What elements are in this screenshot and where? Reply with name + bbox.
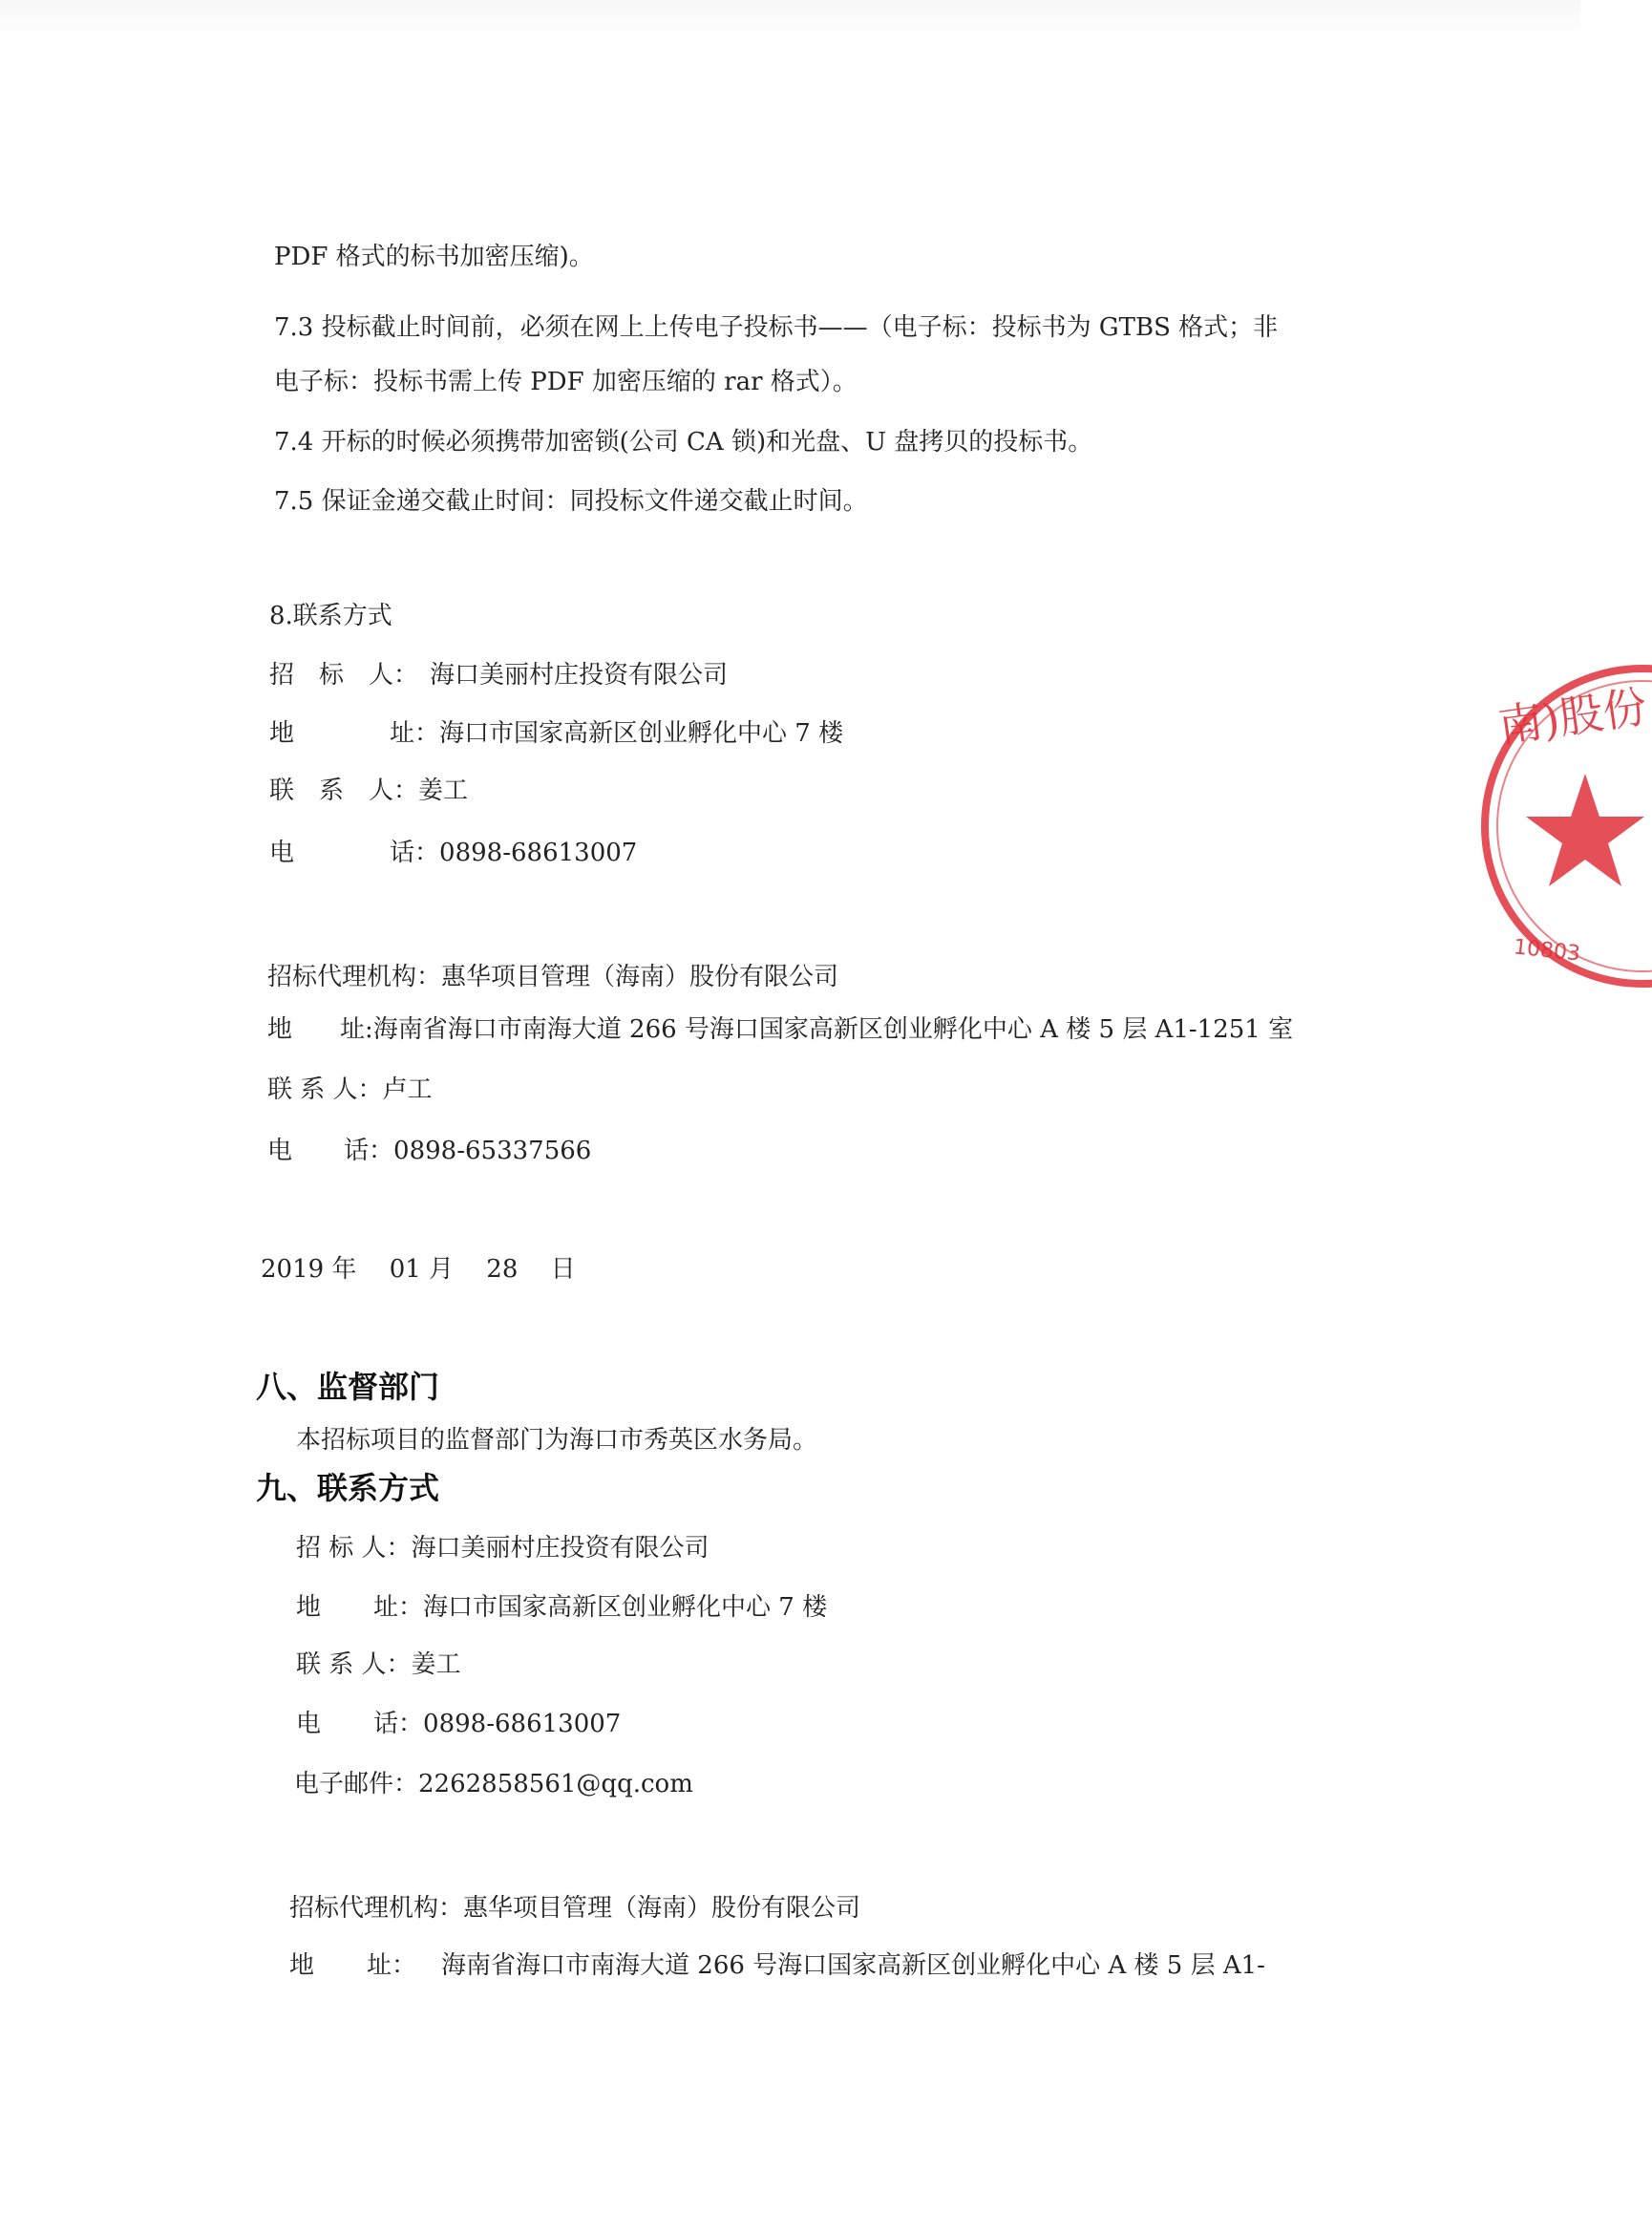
s8-tenderer-label: 招 标 人： [269, 661, 419, 690]
s8-phone-row [269, 840, 637, 865]
p9-phone-value: 0898-68613007 [423, 1710, 622, 1738]
p9-agency-row [289, 1896, 860, 1921]
s8-agency-address-label-a: 地 [267, 1015, 293, 1044]
p9-tenderer-row [296, 1536, 710, 1561]
s8-address-row [269, 721, 843, 746]
item-7-3-line1: 7.3 投标截止时间前，必须在网上上传电子投标书——（电子标：投标书为 GTBS 格式；非 [274, 313, 1279, 342]
p9-contact-label: 联 系 人： [296, 1650, 412, 1679]
p9-address-row [296, 1595, 827, 1620]
s8-agency-address-value: 海南省海口市南海大道 266 号海口国家高新区创业孵化中心 A 楼 5 层 A1-1251 室 [372, 1015, 1294, 1044]
s8-contact-row [269, 778, 468, 803]
item-7-5: 7.5 保证金递交截止时间：同投标文件递交截止时间。 [274, 487, 868, 516]
p9-contact-value: 姜工 [411, 1650, 461, 1679]
p9-agency-address-label-b: 址： [367, 1951, 417, 1980]
s8-agency-phone-row [267, 1138, 591, 1163]
s8-phone-label-a: 电 [269, 839, 295, 867]
section7-continuation: PDF 格式的标书加密压缩)。 [274, 243, 594, 271]
s8-date: 2019 年 01 月 28 日 [261, 1255, 576, 1284]
s8-phone-label-b: 话： [390, 839, 440, 867]
scan-shadow [0, 0, 1580, 38]
s8-agency-row [267, 965, 838, 989]
company-seal-icon [1461, 659, 1652, 993]
s8-phone-value: 0898-68613007 [439, 839, 638, 867]
p9-agency-address-label-a: 地 [289, 1951, 315, 1980]
seal-star [1526, 774, 1644, 886]
s8-contact-label: 联 系 人： [269, 777, 419, 805]
p9-agency-address-row [289, 1953, 1265, 1978]
s8-agency-address-label-b: 址: [340, 1015, 373, 1044]
p9-phone-row [296, 1712, 621, 1736]
p9-phone-label-a: 电 [296, 1710, 322, 1738]
s8-agency-phone-label-a: 电 [267, 1137, 293, 1165]
p9-tenderer-label: 招 标 人： [296, 1534, 412, 1563]
seal-text-top: 南)股份 [1494, 680, 1650, 753]
p9-email-value: 2262858561@qq.com [418, 1770, 693, 1798]
p9-email-row [294, 1772, 693, 1797]
p9-email-label: 电子邮件： [294, 1770, 419, 1798]
p9-contact-row [296, 1652, 461, 1677]
p9-address-label-a: 地 [296, 1593, 322, 1622]
s8-agency-phone-label-b: 话： [344, 1137, 394, 1165]
s8-agency-address-row [267, 1017, 1293, 1042]
s8-agency-contact-label: 联 系 人： [267, 1075, 383, 1104]
p9-agency-label: 招标代理机构： [289, 1894, 464, 1923]
s8-tenderer-row [269, 663, 728, 688]
s8-agency-value: 惠华项目管理（海南）股份有限公司 [441, 963, 839, 991]
s8-address-value: 海口市国家高新区创业孵化中心 7 楼 [439, 719, 844, 748]
p9-agency-value: 惠华项目管理（海南）股份有限公司 [463, 1894, 861, 1923]
p9-tenderer-value: 海口美丽村庄投资有限公司 [411, 1534, 710, 1563]
s8-agency-label: 招标代理机构： [267, 963, 442, 991]
s8-address-label-a: 地 [269, 719, 295, 748]
part8-heading: 八、监督部门 [256, 1369, 440, 1405]
s8-tenderer-value: 海口美丽村庄投资有限公司 [430, 661, 729, 690]
s8-address-label-b: 址： [390, 719, 440, 748]
p9-address-value: 海口市国家高新区创业孵化中心 7 楼 [423, 1593, 828, 1622]
item-7-4: 7.4 开标的时候必须携带加密锁(公司 CA 锁)和光盘、U 盘拷贝的投标书。 [274, 428, 1093, 457]
p9-address-label-b: 址： [373, 1593, 424, 1622]
p9-phone-label-b: 话： [373, 1710, 424, 1738]
part9-heading: 九、联系方式 [256, 1470, 440, 1506]
seal-text-bottom: 10803 [1512, 935, 1582, 967]
p9-agency-address-value: 海南省海口市南海大道 266 号海口国家高新区创业孵化中心 A 楼 5 层 A1- [441, 1951, 1265, 1980]
section8-heading: 8.联系方式 [269, 602, 392, 630]
part8-text: 本招标项目的监督部门为海口市秀英区水务局。 [296, 1426, 818, 1455]
s8-agency-phone-value: 0898-65337566 [393, 1137, 592, 1165]
s8-contact-value: 姜工 [418, 777, 469, 805]
s8-agency-contact-row [267, 1077, 433, 1102]
item-7-3-line2: 电子标：投标书需上传 PDF 加密压缩的 rar 格式）。 [274, 368, 858, 396]
s8-agency-contact-value: 卢工 [382, 1075, 433, 1104]
